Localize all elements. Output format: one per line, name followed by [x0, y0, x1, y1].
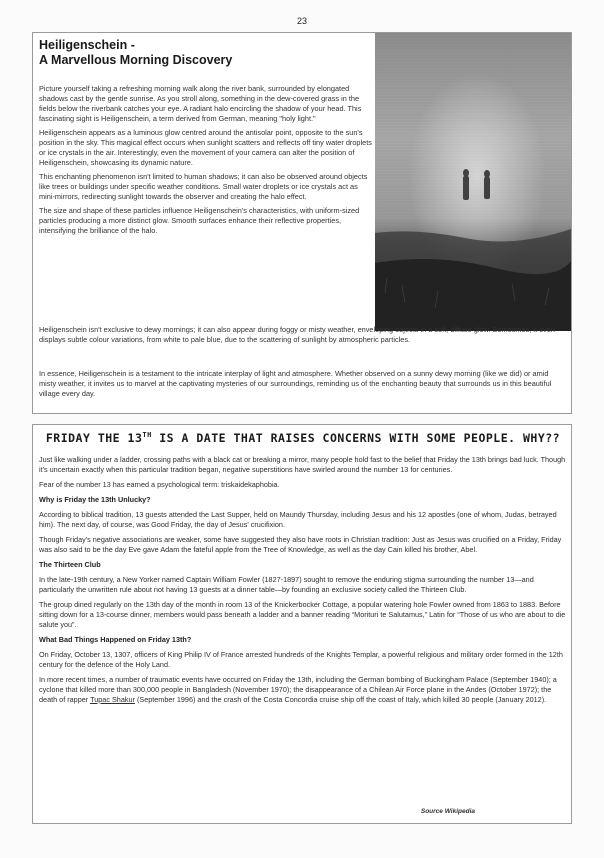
title-line-2: A Marvellous Morning Discovery — [39, 53, 233, 67]
paragraph-2: Fear of the number 13 has earned a psychological term: triskaidekaphobia. — [39, 480, 280, 489]
paragraph-7: On Friday, October 13, 1307, officers of King Philip IV of France arrested hundreds of the Knights Templar, a powerful religious and military order formed in the 12th century for the defence of the Holy Land. — [39, 650, 563, 669]
misty-field-photo — [375, 33, 571, 331]
heiligenschein-article — [32, 32, 572, 414]
paragraph-2: Heiligenschein appears as a luminous glow centred around the antisolar point, opposite to the sun's position in the sky. This magical effect occurs when sunlight scatters and reflects off tiny water droplets or ice crystals in the air. Interestingly, even the movement of your camera can alter the position of Heiligenschein, showcasing its dynamic nature. — [39, 128, 372, 167]
tupac-shakur-link[interactable]: Tupac Shakur — [90, 695, 135, 704]
paragraph-5: Heiligenschein isn't exclusive to dewy mornings; it can also appear during foggy or misty weather, enveloping objects in a soft, diffuse glow. Sometimes, it even displays subtle colour variations, from white to pale blue, due to the scattering of sunlight by atmospheric particles. — [39, 325, 556, 344]
title-part-2: IS A DATE THAT RAISES CONCERNS WITH SOME PEOPLE. WHY?? — [151, 431, 561, 445]
paragraph-8-start: In more recent times, a number of traumatic events have occurred on Friday the 13th, including the German bombing of Buckingham Palace (September 1940); a cyclone that killed more than 300,000 people in Bangladesh (November 1970); the disappearance of a Chilean Air Force plane in the Andes (October 1972); the death of rapper — [39, 675, 557, 704]
source-credit: Source Wikipedia — [420, 808, 475, 815]
paragraph-6: The group dined regularly on the 13th day of the month in room 13 of the Knickerbocker Cottage, a popular watering hole Fowler owned from 1863 to 1883. Before sitting down for a 13-course dinner, members would pass beneath a ladder and a banner reading “Morituri te Salutamus,” Latin for “Those of us who are about to die salute you”. — [39, 600, 566, 629]
paragraph-8 — [39, 675, 567, 705]
subheading-1: Why is Friday the 13th Unlucky? — [39, 495, 151, 504]
title-part-1: FRIDAY THE 13 — [45, 431, 143, 445]
article-title — [33, 431, 572, 445]
subheading-3: What Bad Things Happened on Friday 13th? — [39, 635, 192, 644]
paragraph-1: Just like walking under a ladder, crossing paths with a black cat or breaking a mirror, many people hold fast to the belief that Friday the 13th brings bad luck. Though it's uncertain exactly when this particular tradition began, negative superstitions have swirled around the number 13 for centuries. — [39, 455, 566, 474]
title-line-1: Heiligenschein - — [39, 38, 135, 52]
paragraph-5: In the late-19th century, a New Yorker named Captain William Fowler (1827-1897) sought to remove the enduring stigma surrounding the number 13—and particularly the unwritten rule about not having 13 guests at a dinner table—by founding an exclusive society called the Thirteen Club. — [39, 575, 534, 594]
paragraph-4: Though Friday's negative associations are weaker, some have suggested they also have roots in Christian tradition: Just as Jesus was crucified on a Friday, Friday was also said to be the day Eve gave Adam the fateful apple from the Tree of Knowledge, as well as the day Cain killed his brother, Abel. — [39, 535, 562, 554]
page-number: 23 — [296, 16, 307, 26]
subheading-2: The Thirteen Club — [39, 560, 101, 569]
friday-13th-article — [32, 424, 572, 824]
paragraph-1: Picture yourself taking a refreshing morning walk along the river bank, surrounded by elongated shadows cast by the gentle sunrise. As you stroll along, something in the dew-covered grass in the fields below the riverbank catches your eye. A radiant halo encircling the shadow of your head. This fascinating sight is Heiligenschein, a term derived from German, meaning "holy light." — [39, 84, 362, 123]
paragraph-6: In essence, Heiligenschein is a testament to the intricate interplay of light and atmosphere. Whether observed on a sunny dewy morning (like we did) or amid misty weather, it invites us to marvel at the captivating mysteries of our surroundings, reminding us of the enchanting beauty that surrounds us in this beautiful village every day. — [39, 369, 552, 398]
paragraph-4: The size and shape of these particles influence Heiligenschein's characteristics, with uniform-sized particles producing a more distinct glow. Smooth surfaces enhance their reflective properties, intensifying the brilliance of the halo. — [39, 206, 360, 235]
article-body — [39, 455, 567, 710]
paragraph-3: This enchanting phenomenon isn't limited to human shadows; it can also be observed around objects like trees or buildings under specific weather conditions. Small water droplets or ice crystals act as mini-mirrors, redirecting sunlight towards the observer and creating the halo effect. — [39, 172, 368, 201]
article-title — [39, 38, 369, 68]
paragraph-3: According to biblical tradition, 13 guests attended the Last Supper, held on Maundy Thursday, including Jesus and his 12 apostles (one of whom, Judas, betrayed him). The next day, of course, was Good Friday, the day of Jesus' crucifixion. — [39, 510, 557, 529]
paragraph-8-end: (September 1996) and the crash of the Costa Concordia cruise ship off the coast of Italy, which killed 30 people (January 2012). — [134, 695, 547, 704]
title-superscript: TH — [142, 431, 152, 440]
article-body-wrapped — [39, 84, 373, 240]
